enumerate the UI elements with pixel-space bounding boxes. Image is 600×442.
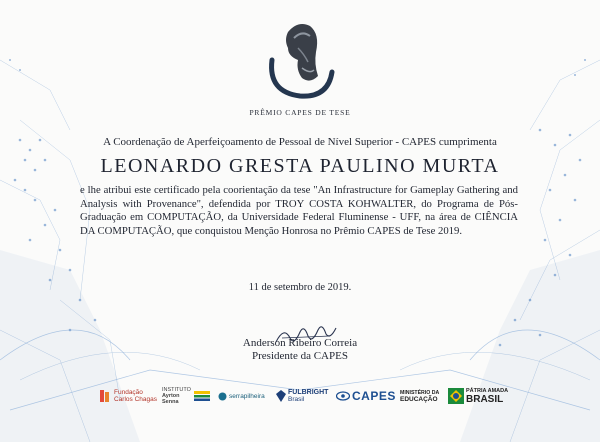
certificate-body: e lhe atribui este certificado pela coorientação da tese "An Infrastructure for Gameplay Gathering and Analysis with Provenance", defendida por TROY COSTA KOHWALTER, do Programa de Pós-Graduação em COMPUTAÇÃO, da Universidade Federal Fluminense - UFF, na área de CIÊNCIA DA COMPUTAÇÃO, que conquistou Menção Honrosa no Prêmio CAPES de Tese 2019. <box>80 184 518 237</box>
sponsor-logos <box>100 382 510 410</box>
fulbright-line2: Brasil <box>288 396 305 403</box>
serrapilheira-icon <box>218 392 227 401</box>
certificate-date: 11 de setembro de 2019. <box>248 282 352 293</box>
logo-capes <box>336 382 398 410</box>
capes-label: CAPES <box>352 389 396 403</box>
logo-ministerio-educacao <box>400 382 444 410</box>
fundacao-icon <box>100 388 112 404</box>
logo-fulbright <box>276 382 332 410</box>
brazil-flag-icon <box>448 388 464 404</box>
award-title: PRÊMIO CAPES DE TESE <box>249 108 351 117</box>
patria-line1: PÁTRIA AMADA <box>466 387 509 394</box>
recipient-name: LEONARDO GRESTA PAULINO MURTA <box>100 155 500 177</box>
capes-award-logo <box>258 12 340 104</box>
capes-eye-icon <box>336 391 350 401</box>
logo-fundacao-carlos-chagas <box>100 382 158 410</box>
signer-role: Presidente da CAPES <box>252 350 348 362</box>
ayrton-line3: Senna <box>162 399 179 405</box>
ayrton-line1: INSTITUTO <box>162 387 191 393</box>
ministerio-line2: EDUCAÇÃO <box>400 395 438 403</box>
fundacao-line1: Fundação <box>114 389 143 396</box>
fulbright-icon <box>276 390 286 402</box>
patria-line2: BRASIL <box>466 393 504 405</box>
logo-instituto-ayrton-senna <box>162 382 214 410</box>
ministerio-line1: MINISTÉRIO DA <box>400 389 440 396</box>
fundacao-line2: Carlos Chagas <box>114 396 157 403</box>
signer-name: Anderson Ribeiro Correia <box>242 337 358 349</box>
logo-serrapilheira <box>218 382 272 410</box>
ayrton-helmet-icon <box>194 390 210 402</box>
intro-text: A Coordenação de Aperfeiçoamento de Pessoal de Nível Superior - CAPES cumprimenta <box>103 136 497 148</box>
fulbright-line1: FULBRIGHT <box>288 389 329 396</box>
serrapilheira-label: serrapilheira <box>229 392 265 400</box>
logo-patria-amada-brasil <box>448 382 510 410</box>
ayrton-line2: Ayrton <box>162 393 180 399</box>
